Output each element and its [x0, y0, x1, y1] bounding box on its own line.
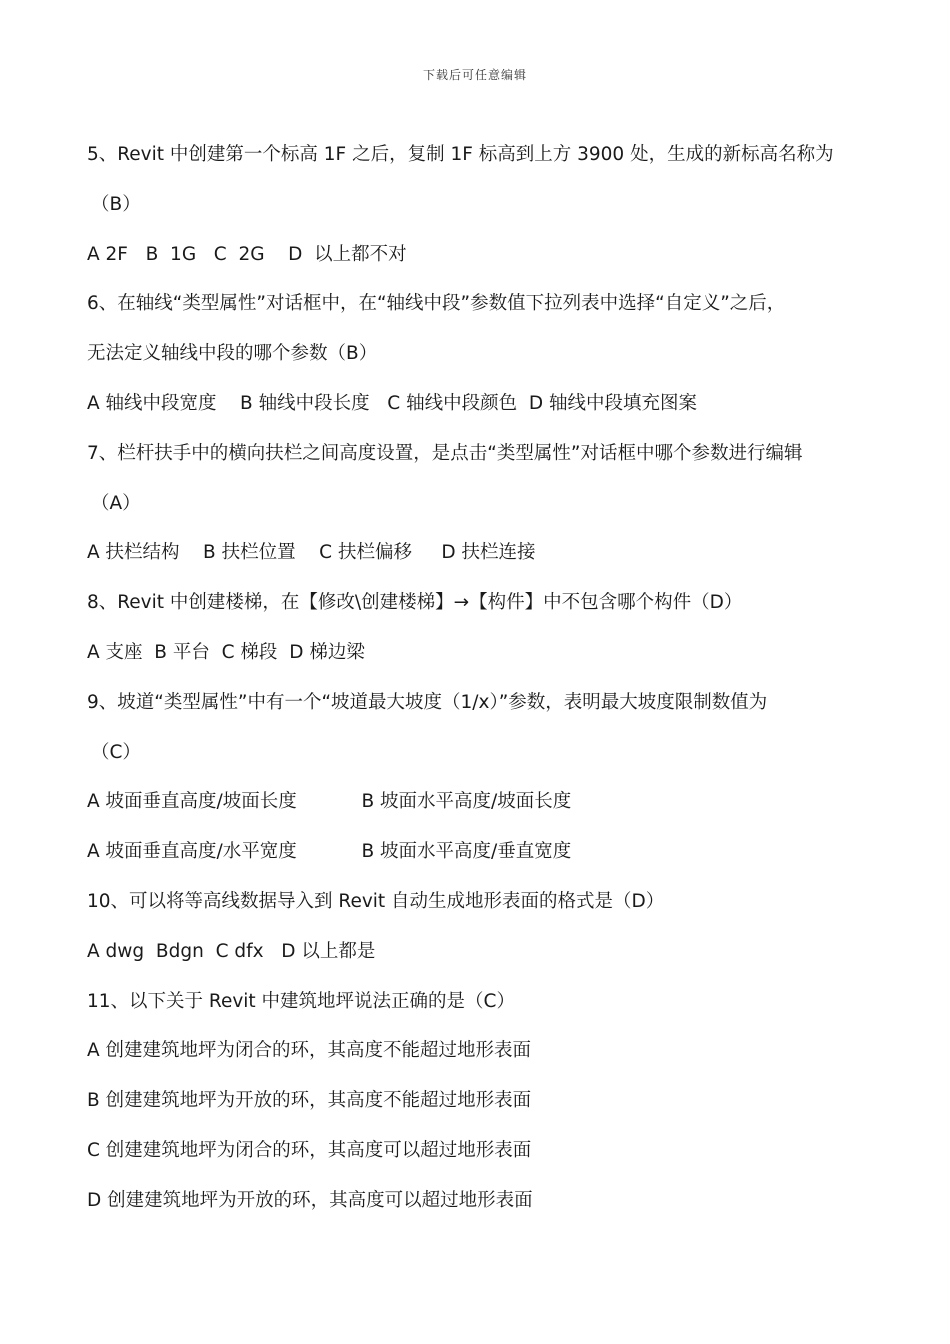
page-header: 下载后可任意编辑 — [422, 68, 527, 82]
question-10-options: A dwg Bdgn C dfx D 以上都是 — [87, 940, 376, 962]
question-7-answer: （A） — [91, 492, 141, 514]
question-9-options-row-2: A 坡面垂直高度/水平宽度 B 坡面水平高度/垂直宽度 — [87, 841, 572, 863]
question-8-options: A 支座 B 平台 C 梯段 D 梯边梁 — [87, 641, 365, 663]
question-11-option-d: D 创建建筑地坪为开放的环，其高度可以超过地形表面 — [87, 1189, 533, 1211]
question-7-options: A 扶栏结构 B 扶栏位置 C 扶栏偏移 D 扶栏连接 — [87, 542, 536, 564]
question-8-stem: 8、Revit 中创建楼梯，在【修改\创建楼梯】→【构件】中不包含哪个构件（D） — [87, 592, 743, 614]
question-6-stem-cont: 无法定义轴线中段的哪个参数（B） — [87, 343, 378, 365]
document-body — [87, 130, 877, 1226]
question-11-option-c: C 创建建筑地坪为闭合的环，其高度可以超过地形表面 — [87, 1139, 532, 1161]
question-11-option-a: A 创建建筑地坪为闭合的环，其高度不能超过地形表面 — [87, 1040, 532, 1062]
question-11-option-b: B 创建建筑地坪为开放的环，其高度不能超过地形表面 — [87, 1090, 532, 1112]
question-11-stem: 11、以下关于 Revit 中建筑地坪说法正确的是（C） — [87, 990, 515, 1012]
question-7-stem: 7、栏杆扶手中的横向扶栏之间高度设置，是点击“类型属性”对话框中哪个参数进行编辑 — [87, 442, 803, 464]
question-6-stem: 6、在轴线“类型属性”对话框中，在“轴线中段”参数值下拉列表中选择“自定义”之后， — [87, 293, 786, 315]
question-9-stem: 9、坡道“类型属性”中有一个“坡道最大坡度（1/x）”参数，表明最大坡度限制数值为 — [87, 691, 768, 713]
question-10-stem: 10、可以将等高线数据导入到 Revit 自动生成地形表面的格式是（D） — [87, 890, 665, 912]
question-5-stem: 5、Revit 中创建第一个标高 1F 之后，复制 1F 标高到上方 3900 处，生成的新标高名称为 — [87, 144, 834, 165]
question-5-options: A 2F B 1G C 2G D 以上都不对 — [87, 243, 407, 265]
question-9-answer: （C） — [91, 741, 141, 763]
question-6-options: A 轴线中段宽度 B 轴线中段长度 C 轴线中段颜色 D 轴线中段填充图案 — [87, 392, 697, 414]
question-9-options-row-1: A 坡面垂直高度/坡面长度 B 坡面水平高度/坡面长度 — [87, 791, 572, 813]
question-5-answer: （B） — [91, 193, 141, 215]
